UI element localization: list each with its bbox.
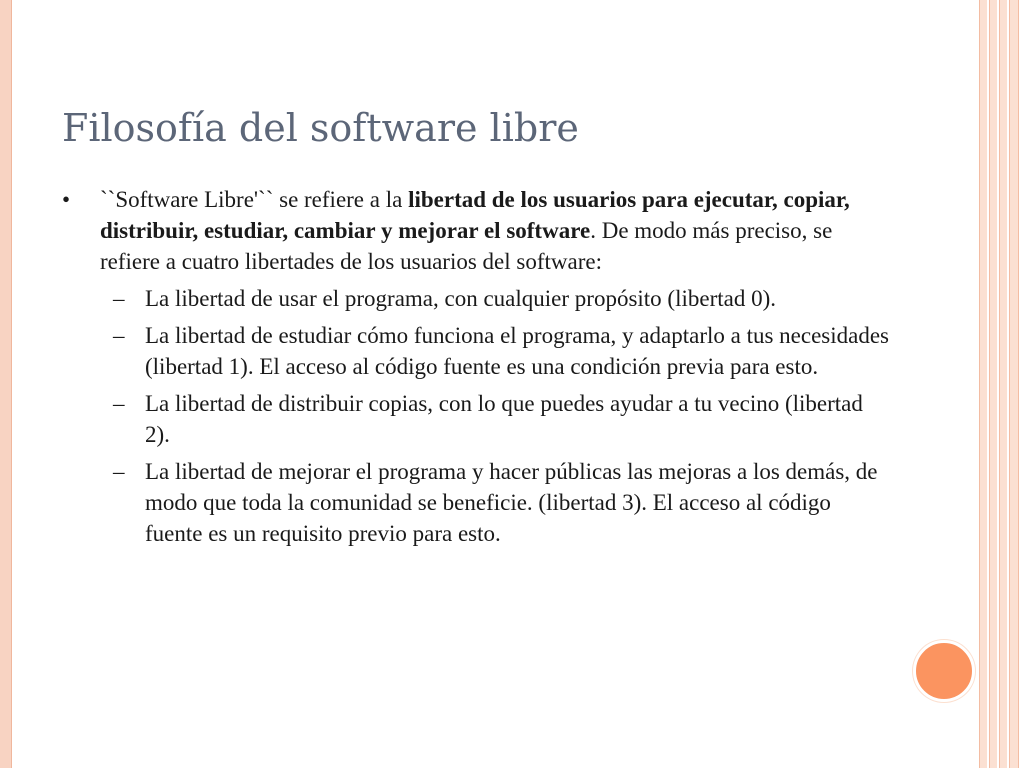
right-border-stripe [999,0,1007,768]
bullet-text-prefix: ``Software Libre'`` se refiere a la [100,187,409,212]
bullet-list [62,184,892,549]
sub-bullet-text: La libertad de estudiar cómo funciona el programa, y adaptarlo a tus necesidades (libertad 1). El acceso al código fuente es una condición previa para esto. [145,323,890,379]
left-border-decoration [0,0,12,768]
slide-body [62,184,892,555]
right-border-stripe [1009,0,1019,768]
sub-bullet-item [100,388,892,450]
sub-bullet-text: La libertad de usar el programa, con cualquier propósito (libertad 0). [145,286,776,311]
sub-bullet-text: La libertad de mejorar el programa y hacer públicas las mejoras a los demás, de modo que toda la comunidad se beneficie. (libertad 3). El acceso al código fuente es un requisito previo para esto. [145,459,878,546]
bullet-item [62,184,892,549]
dash-marker: – [113,323,125,348]
sub-bullet-item [100,283,892,314]
sub-bullet-text: La libertad de distribuir copias, con lo que puedes ayudar a tu vecino (libertad 2). [145,391,863,447]
bullet-marker: • [62,187,71,212]
right-border-stripe [989,0,997,768]
dash-marker: – [113,391,125,416]
right-border-stripe [979,0,987,768]
sub-bullet-item [100,320,892,382]
sub-bullet-list [100,283,892,549]
sub-bullet-item [100,456,892,549]
dash-marker: – [113,459,125,484]
bullet-text-suffix: . De modo más preciso, se refiere a cuatro libertades de los usuarios del software: [100,218,833,274]
slide-title: Filosofía del software libre [62,106,579,150]
bullet-text-bold: libertad de los usuarios para ejecutar, copiar, distribuir, estudiar, cambiar y mejorar el software [100,187,850,243]
dash-marker: – [113,286,125,311]
orange-circle-decoration [913,640,975,702]
